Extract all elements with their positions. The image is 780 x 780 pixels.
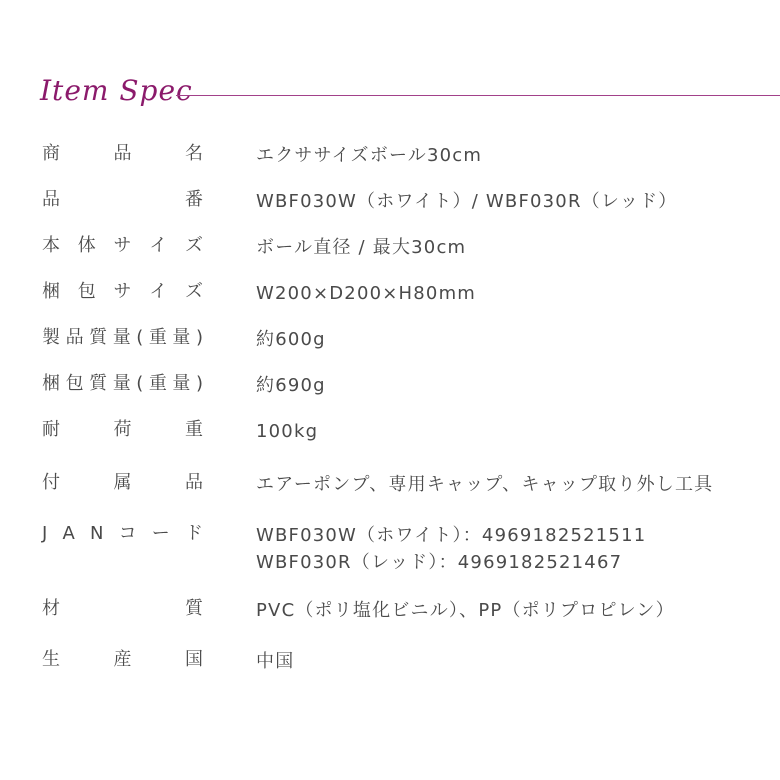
- spec-label: [42, 597, 204, 621]
- spec-label-char: 重: [148, 327, 168, 348]
- spec-label: [42, 471, 204, 495]
- spec-value: [256, 326, 326, 353]
- spec-label-char: イ: [149, 235, 169, 256]
- spec-label-char: ズ: [185, 235, 204, 256]
- spec-row: [42, 372, 762, 402]
- spec-value-line: エクササイズボール30cm: [256, 145, 483, 166]
- spec-label-char: 重: [185, 419, 204, 440]
- spec-label-char: 量: [172, 373, 192, 394]
- spec-row: [42, 418, 762, 448]
- spec-label-char: 体: [77, 235, 97, 256]
- spec-label-char: (: [136, 373, 145, 394]
- spec-label: [42, 326, 204, 350]
- spec-label-char: ー: [151, 523, 171, 544]
- spec-value: [256, 471, 713, 498]
- spec-value: [256, 372, 326, 399]
- spec-value: [256, 280, 476, 307]
- spec-label: [42, 418, 204, 442]
- spec-label-char: 属: [113, 472, 133, 493]
- spec-value: [256, 418, 318, 445]
- spec-label-char: 国: [185, 649, 204, 670]
- spec-label-char: コ: [118, 523, 138, 544]
- spec-label-char: 耐: [42, 419, 61, 440]
- spec-label-char: 質: [89, 327, 109, 348]
- spec-label-char: サ: [113, 235, 133, 256]
- title-divider: [176, 95, 780, 96]
- spec-label-char: 梱: [42, 281, 61, 302]
- spec-label: [42, 648, 204, 672]
- spec-value-line: 100kg: [256, 421, 319, 442]
- spec-label-char: ): [195, 373, 204, 394]
- spec-label-char: A: [62, 523, 76, 544]
- spec-row: [42, 471, 762, 501]
- spec-row: [42, 326, 762, 356]
- spec-row: [42, 280, 762, 310]
- spec-label-char: 包: [77, 281, 97, 302]
- spec-label-char: 商: [42, 143, 61, 164]
- spec-label-char: 質: [185, 598, 204, 619]
- spec-label-char: 材: [42, 598, 61, 619]
- spec-label: [42, 372, 204, 396]
- spec-value: [256, 522, 646, 576]
- spec-label-char: 荷: [113, 419, 133, 440]
- spec-label-char: 質: [89, 373, 109, 394]
- spec-label-char: 品: [42, 189, 61, 210]
- spec-label-char: 重: [148, 373, 168, 394]
- spec-value-line: WBF030W（ホワイト）/ WBF030R（レッド）: [256, 191, 678, 212]
- spec-label-char: 量: [112, 373, 132, 394]
- spec-label: [42, 522, 204, 546]
- spec-value-line: 約690g: [256, 375, 326, 396]
- spec-label-char: 品: [65, 327, 85, 348]
- spec-header: [0, 72, 780, 120]
- spec-label-char: J: [42, 523, 49, 544]
- spec-label-char: サ: [113, 281, 133, 302]
- spec-value: [256, 597, 675, 624]
- spec-row: [42, 142, 762, 172]
- spec-label-char: 番: [185, 189, 204, 210]
- spec-label-char: 量: [172, 327, 192, 348]
- spec-label-char: 製: [42, 327, 61, 348]
- spec-row: [42, 522, 762, 573]
- spec-label-char: 量: [112, 327, 132, 348]
- spec-label-char: 梱: [42, 373, 61, 394]
- spec-value: [256, 648, 294, 675]
- spec-value-line: W200×D200×H80mm: [256, 283, 477, 304]
- spec-label-char: ): [195, 327, 204, 348]
- spec-label-char: 産: [113, 649, 133, 670]
- spec-value-line: 約600g: [256, 329, 326, 350]
- spec-value-line: エアーポンプ、専用キャップ、キャップ取り外し工具: [256, 474, 714, 495]
- spec-label-char: (: [136, 327, 145, 348]
- spec-label-char: 付: [42, 472, 61, 493]
- spec-label-char: 品: [113, 143, 133, 164]
- spec-value-line: WBF030R（レッド）：4969182521467: [256, 552, 623, 573]
- spec-value-line: PVC（ポリ塩化ビニル）、PP（ポリプロピレン）: [256, 600, 675, 621]
- spec-row: [42, 648, 762, 678]
- spec-label: [42, 188, 204, 212]
- spec-label-char: N: [89, 523, 105, 544]
- spec-label-char: ズ: [185, 281, 204, 302]
- spec-label-char: イ: [149, 281, 169, 302]
- section-title: Item Spec: [40, 74, 193, 107]
- spec-value-line: WBF030W（ホワイト）：4969182521511: [256, 525, 647, 546]
- spec-value-line: ボール直径 / 最大30cm: [256, 237, 467, 258]
- spec-row: [42, 597, 762, 627]
- spec-label-char: 本: [42, 235, 61, 256]
- spec-label: [42, 280, 204, 304]
- spec-label-char: 名: [185, 143, 204, 164]
- spec-row: [42, 188, 762, 218]
- spec-label-char: ド: [184, 523, 204, 544]
- spec-value: [256, 234, 466, 261]
- spec-value-line: 中国: [256, 651, 295, 672]
- spec-value: [256, 142, 482, 169]
- spec-label: [42, 234, 204, 258]
- spec-row: [42, 234, 762, 264]
- spec-value: [256, 188, 677, 215]
- spec-label-char: 生: [42, 649, 61, 670]
- spec-label: [42, 142, 204, 166]
- spec-label-char: 包: [65, 373, 85, 394]
- spec-label-char: 品: [185, 472, 204, 493]
